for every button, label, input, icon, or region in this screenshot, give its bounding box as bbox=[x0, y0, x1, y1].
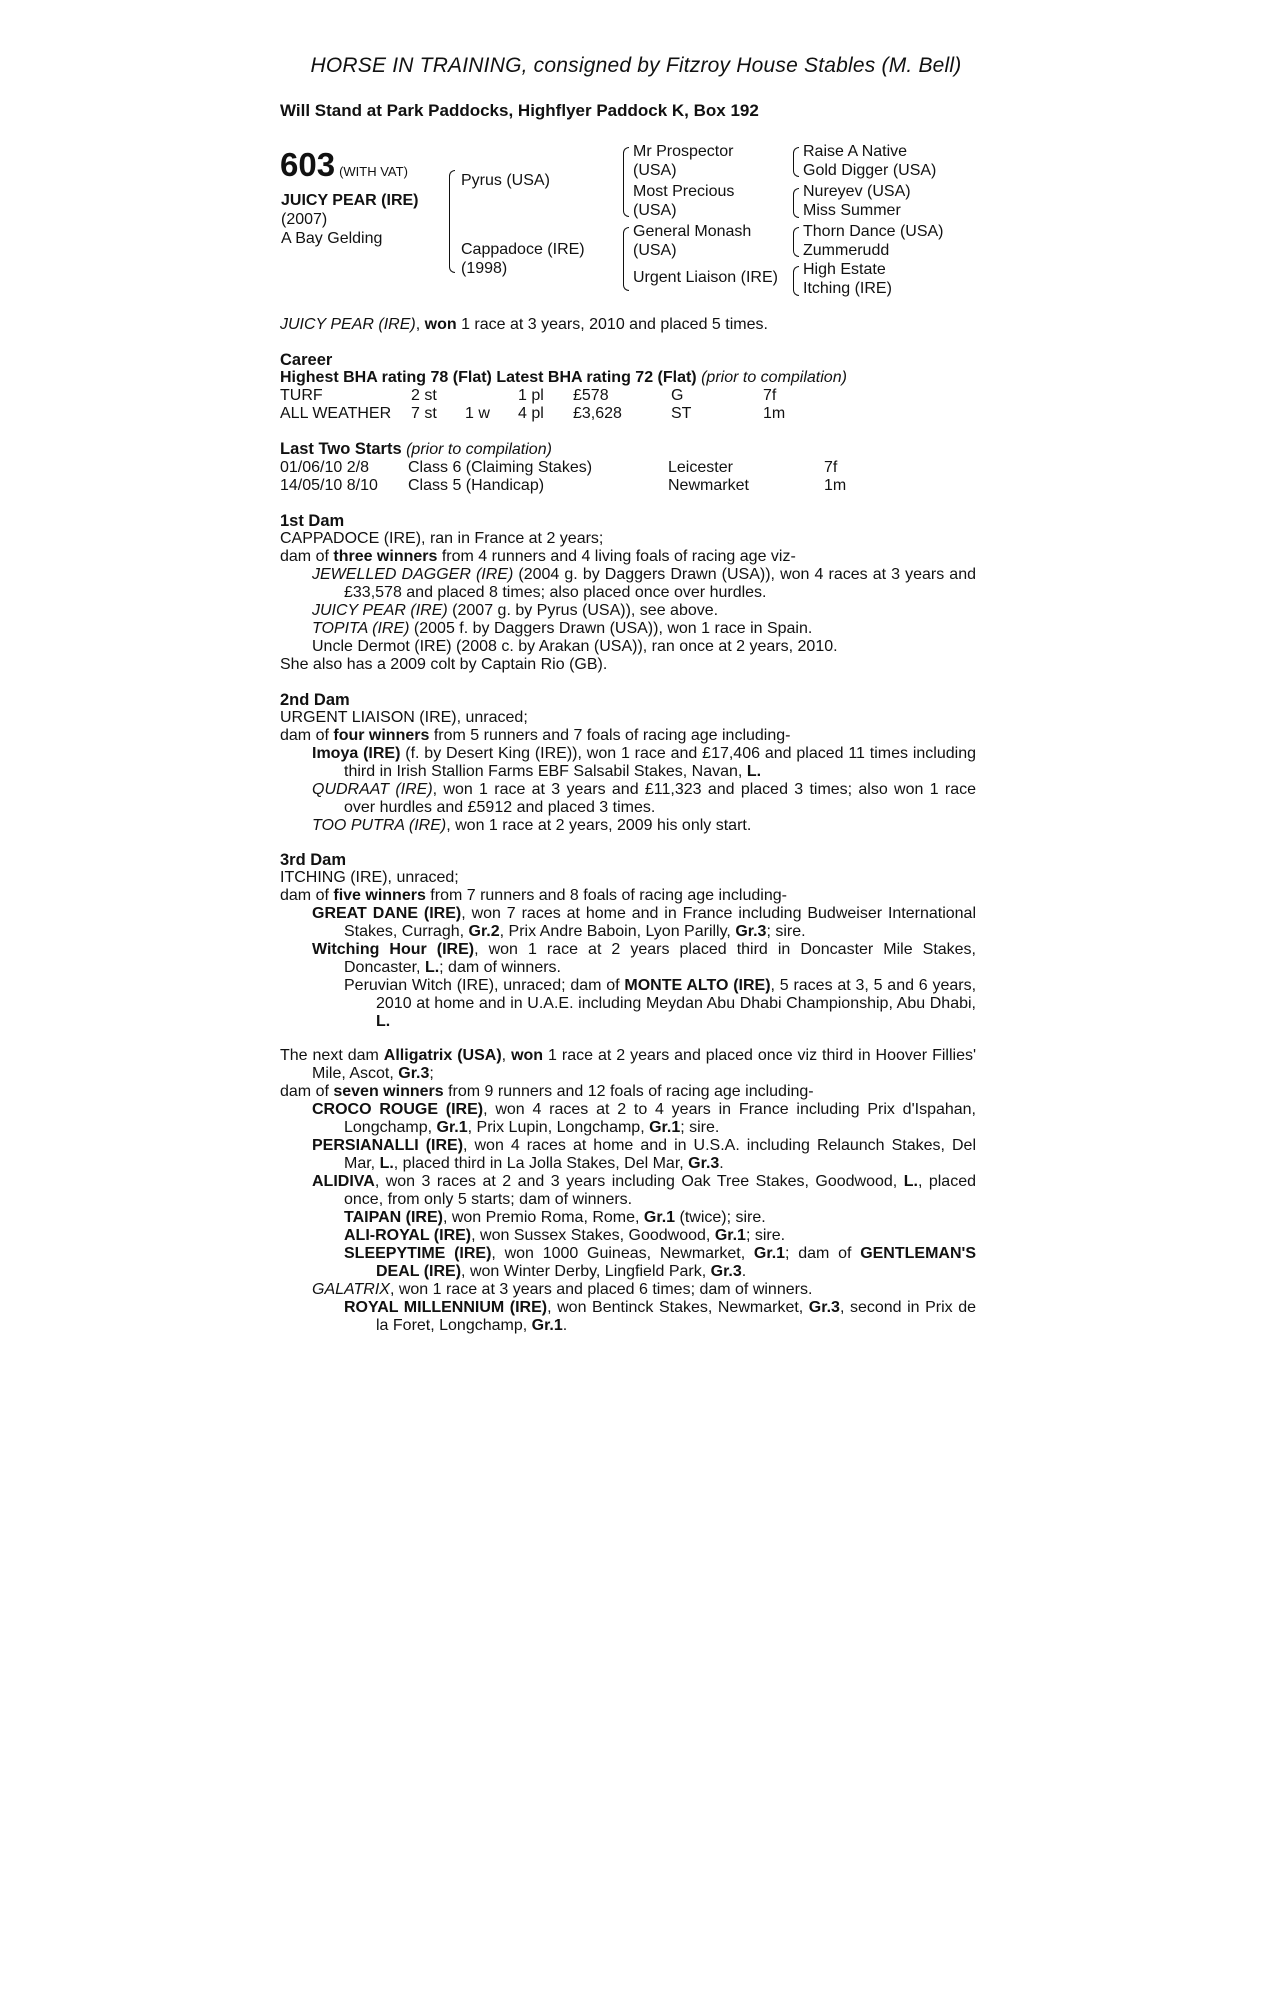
vat-note: (WITH VAT) bbox=[339, 164, 408, 179]
race-summary: JUICY PEAR (IRE), won 1 race at 3 years, 2010 and placed 5 times. bbox=[280, 316, 768, 333]
race-grade: L. bbox=[376, 1013, 391, 1030]
first-dam-line: CAPPADOCE (IRE), ran in France at 2 years; bbox=[280, 530, 604, 547]
dam-name: Cappadoce (IRE) bbox=[461, 241, 585, 258]
produce-text: ; dam of bbox=[785, 1245, 861, 1262]
sdd: Miss Summer bbox=[803, 202, 901, 219]
next-dam-won: won bbox=[511, 1047, 544, 1064]
produce-text: from 7 runners and 8 foals of racing age including- bbox=[425, 887, 787, 904]
produce-name: TAIPAN (IRE) bbox=[344, 1209, 443, 1226]
ssd: Gold Digger (USA) bbox=[803, 162, 937, 179]
first-dam-footnote: She also has a 2009 colt by Captain Rio (GB). bbox=[280, 656, 608, 673]
produce-name: QUDRAAT (IRE) bbox=[312, 781, 433, 798]
brace-sd bbox=[793, 188, 799, 218]
produce-name: PERSIANALLI (IRE) bbox=[312, 1137, 464, 1154]
summary-text: 1 race at 3 years, 2010 and placed 5 times. bbox=[456, 316, 768, 333]
dsd: Zummerudd bbox=[803, 242, 890, 259]
last-two-note: (prior to compilation) bbox=[406, 441, 552, 458]
produce-name: GENTLEMAN'S DEAL (IRE) bbox=[376, 1245, 976, 1280]
start-course: Leicester bbox=[668, 459, 733, 476]
race-grade: Gr.2 bbox=[468, 923, 500, 940]
winners-count: four winners bbox=[333, 727, 430, 744]
second-dam-section bbox=[280, 691, 976, 835]
race-grade: Gr.1 bbox=[643, 1209, 676, 1226]
produce-text: , 5 races at 3, 5 and 6 years, 2010 at home and in U.A.E. including Meydan Abu Dhabi Championship, Abu Dhabi, bbox=[376, 977, 977, 1012]
dds: High Estate bbox=[803, 261, 886, 278]
ddd: Itching (IRE) bbox=[803, 280, 892, 297]
produce-name: JUICY PEAR (IRE) bbox=[312, 602, 448, 619]
career-row bbox=[280, 387, 980, 405]
horse-year: (2007) bbox=[281, 211, 328, 228]
career-placed: 1 pl bbox=[518, 387, 544, 404]
dam-dam: Urgent Liaison (IRE) bbox=[633, 269, 778, 286]
produce-text: ; sire. bbox=[745, 1227, 786, 1244]
produce-entry bbox=[280, 941, 976, 977]
career-distance: 7f bbox=[763, 387, 777, 404]
produce-entry bbox=[280, 1137, 976, 1173]
third-dam-heading: 3rd Dam bbox=[280, 851, 347, 869]
produce-name: ALIDIVA bbox=[312, 1173, 375, 1190]
sire-line-brace bbox=[623, 147, 629, 217]
produce-name: Imoya (IRE) bbox=[312, 745, 401, 762]
produce-text: from 5 runners and 7 foals of racing age including- bbox=[429, 727, 791, 744]
produce-text: , won Bentinck Stakes, Newmarket, bbox=[547, 1299, 809, 1316]
start-row bbox=[280, 459, 980, 477]
dam-year: (1998) bbox=[461, 260, 508, 277]
third-dam-produce-line bbox=[280, 887, 976, 905]
race-grade: Gr.1 bbox=[531, 1317, 563, 1334]
career-prize: £578 bbox=[573, 387, 609, 404]
next-dam-text: 1 race at 2 years and placed once viz third in Hoover Fillies' Mile, Ascot, bbox=[312, 1047, 977, 1082]
produce-text: , Prix Andre Baboin, Lyon Parilly, bbox=[499, 923, 736, 940]
sss: Raise A Native bbox=[803, 143, 908, 160]
race-grade: Gr.3 bbox=[688, 1155, 720, 1172]
sds: Nureyev (USA) bbox=[803, 183, 911, 200]
race-grade: Gr.1 bbox=[753, 1245, 786, 1262]
start-course: Newmarket bbox=[668, 477, 749, 494]
produce-entry bbox=[280, 745, 976, 781]
winners-count: seven winners bbox=[333, 1083, 444, 1100]
summary-won: won bbox=[424, 316, 457, 333]
produce-text: , Prix Lupin, Longchamp, bbox=[467, 1119, 650, 1136]
produce-text: . bbox=[562, 1317, 568, 1334]
produce-entry bbox=[280, 1245, 976, 1281]
produce-text: , won 7 races at home and in France including Budweiser International Stakes, Curragh, bbox=[344, 905, 977, 940]
career-distance: 1m bbox=[763, 405, 786, 422]
race-grade: L. bbox=[424, 959, 440, 976]
next-dam-text: , bbox=[501, 1047, 512, 1064]
produce-entry bbox=[280, 1227, 976, 1245]
produce-entry bbox=[280, 566, 976, 602]
last-two-starts bbox=[280, 440, 980, 495]
produce-name: SLEEPYTIME (IRE) bbox=[344, 1245, 492, 1262]
race-grade: Gr.3 bbox=[808, 1299, 840, 1316]
brace-ss bbox=[793, 147, 799, 177]
race-grade: L. bbox=[379, 1155, 394, 1172]
second-dam-produce-line bbox=[280, 727, 976, 745]
produce-entry bbox=[280, 620, 976, 638]
race-grade: L. bbox=[746, 763, 762, 780]
produce-text: from 4 runners and 4 living foals of racing age viz- bbox=[437, 548, 796, 565]
produce-text: , won 1 race at 2 years placed third in Doncaster Mile Stakes, Doncaster, bbox=[344, 941, 977, 976]
next-dam-section bbox=[280, 1047, 976, 1335]
sire-sire-line1: Mr Prospector bbox=[633, 143, 734, 160]
consignment-header: HORSE IN TRAINING, consigned by Fitzroy House Stables (M. Bell) bbox=[310, 54, 962, 77]
produce-text: , won 1 race at 2 years, 2009 his only start. bbox=[446, 817, 752, 834]
dam-of: dam of bbox=[280, 727, 334, 744]
horse-description: A Bay Gelding bbox=[281, 230, 383, 247]
produce-text: , won 1 race at 3 years and £11,323 and placed 3 times; also won 1 race over hurdles and £5912 and placed 3 times. bbox=[344, 781, 977, 816]
dam-line-brace bbox=[623, 227, 629, 291]
produce-name: TOPITA (IRE) bbox=[312, 620, 410, 637]
sire-dam-line1: Most Precious bbox=[633, 183, 735, 200]
brace-ds bbox=[793, 227, 799, 257]
career-placed: 4 pl bbox=[518, 405, 544, 422]
career-rating: Highest BHA rating 78 (Flat) Latest BHA rating 72 (Flat) bbox=[280, 369, 697, 386]
dss: Thorn Dance (USA) bbox=[803, 223, 944, 240]
career-starts: 7 st bbox=[411, 405, 437, 422]
produce-text: (f. by Desert King (IRE)), won 1 race and £17,406 and placed 11 times including third in Irish Stallion Farms EBF Salsabil Stakes, Navan, bbox=[344, 745, 976, 780]
produce-entry bbox=[280, 905, 976, 941]
sire-sire-line2: (USA) bbox=[633, 162, 677, 179]
produce-entry bbox=[280, 817, 976, 835]
produce-text: (2004 g. by Daggers Drawn (USA)), won 4 races at 3 years and £33,578 and placed 8 times; also placed once over hurdles. bbox=[344, 566, 977, 601]
produce-name: GALATRIX bbox=[312, 1281, 390, 1298]
produce-text: ; sire. bbox=[766, 923, 806, 940]
produce-text: . bbox=[719, 1155, 724, 1172]
produce-entry bbox=[280, 1299, 976, 1335]
lot-number-block bbox=[280, 146, 408, 184]
career-starts: 2 st bbox=[411, 387, 437, 404]
winners-count: five winners bbox=[333, 887, 426, 904]
career-wins: 1 w bbox=[465, 405, 490, 422]
produce-text: . bbox=[741, 1263, 747, 1280]
produce-text: , won Winter Derby, Lingfield Park, bbox=[461, 1263, 711, 1280]
produce-name: CROCO ROUGE (IRE) bbox=[312, 1101, 484, 1118]
produce-text: from 9 runners and 12 foals of racing age including- bbox=[443, 1083, 814, 1100]
produce-name: ROYAL MILLENNIUM (IRE) bbox=[344, 1299, 548, 1316]
produce-text: ; sire. bbox=[680, 1119, 720, 1136]
produce-name: TOO PUTRA (IRE) bbox=[312, 817, 447, 834]
produce-text: (twice); sire. bbox=[675, 1209, 766, 1226]
career-rating-note: (prior to compilation) bbox=[701, 369, 847, 386]
produce-text: (2007 g. by Pyrus (USA)), see above. bbox=[447, 602, 719, 619]
third-dam-line: ITCHING (IRE), unraced; bbox=[280, 869, 459, 886]
produce-text: , won 4 races at 2 to 4 years in France including Prix d'Ispahan, Longchamp, bbox=[344, 1101, 977, 1136]
dam-of: dam of bbox=[280, 1083, 334, 1100]
first-dam-heading: 1st Dam bbox=[280, 512, 345, 530]
stand-location: Will Stand at Park Paddocks, Highflyer Paddock K, Box 192 bbox=[280, 101, 759, 120]
career-heading: Career bbox=[280, 351, 333, 369]
brace-dd bbox=[793, 266, 799, 296]
produce-text: , second in Prix de la Foret, Longchamp, bbox=[376, 1299, 977, 1334]
race-grade: Gr.1 bbox=[436, 1119, 468, 1136]
produce-text: , won 1000 Guineas, Newmarket, bbox=[491, 1245, 754, 1262]
third-dam-section bbox=[280, 851, 976, 1031]
dam-of: dam of bbox=[280, 548, 334, 565]
produce-entry bbox=[280, 977, 976, 1031]
career-prize: £3,628 bbox=[573, 405, 622, 422]
second-dam-line: URGENT LIAISON (IRE), unraced; bbox=[280, 709, 528, 726]
career-surface: ALL WEATHER bbox=[280, 405, 392, 422]
produce-name: Witching Hour (IRE) bbox=[312, 941, 475, 958]
horse-name: JUICY PEAR (IRE) bbox=[281, 192, 419, 209]
produce-text: ; dam of winners. bbox=[439, 959, 561, 976]
produce-text: , won 4 races at home and in U.S.A. including Relaunch Stakes, Del Mar, bbox=[344, 1137, 976, 1172]
start-row bbox=[280, 477, 980, 495]
next-dam-text: The next dam bbox=[280, 1047, 384, 1064]
sire-name: Pyrus (USA) bbox=[461, 172, 550, 189]
horse-identity bbox=[281, 191, 419, 248]
next-dam-produce-line bbox=[280, 1083, 976, 1101]
start-distance: 1m bbox=[824, 477, 847, 494]
career-section bbox=[280, 351, 980, 423]
produce-entry bbox=[280, 1209, 976, 1227]
start-date-position: 14/05/10 8/10 bbox=[280, 477, 378, 494]
first-dam-section bbox=[280, 512, 976, 674]
produce-name: MONTE ALTO (IRE) bbox=[624, 977, 771, 994]
produce-entry bbox=[280, 781, 976, 817]
lot-number: 603 bbox=[280, 146, 336, 183]
produce-entry bbox=[280, 1281, 976, 1299]
dam-of: dam of bbox=[280, 887, 334, 904]
start-date-position: 01/06/10 2/8 bbox=[280, 459, 369, 476]
produce-text: , won Sussex Stakes, Goodwood, bbox=[471, 1227, 715, 1244]
next-dam-line bbox=[280, 1047, 976, 1083]
race-grade: Gr.3 bbox=[735, 923, 767, 940]
produce-entry bbox=[280, 1173, 976, 1209]
race-grade: Gr.3 bbox=[398, 1065, 430, 1082]
career-row bbox=[280, 405, 980, 423]
start-race: Class 5 (Handicap) bbox=[408, 477, 545, 494]
race-grade: L. bbox=[903, 1173, 918, 1190]
first-dam-produce-line bbox=[280, 548, 976, 566]
race-grade: Gr.1 bbox=[714, 1227, 746, 1244]
produce-entry bbox=[280, 602, 976, 620]
sire-dam-brace bbox=[449, 170, 455, 273]
last-two-heading: Last Two Starts bbox=[280, 440, 402, 458]
produce-text: , won 3 races at 2 and 3 years including Oak Tree Stakes, Goodwood, bbox=[374, 1173, 904, 1190]
produce-name: GREAT DANE (IRE) bbox=[312, 905, 462, 922]
produce-name: JEWELLED DAGGER (IRE) bbox=[312, 566, 514, 583]
summary-horse-name: JUICY PEAR (IRE) bbox=[280, 316, 416, 333]
second-dam-heading: 2nd Dam bbox=[280, 691, 350, 709]
start-distance: 7f bbox=[824, 459, 838, 476]
produce-entry: Uncle Dermot (IRE) (2008 c. by Arakan (USA)), ran once at 2 years, 2010. bbox=[312, 638, 838, 655]
next-dam-text: ; bbox=[429, 1065, 434, 1082]
start-race: Class 6 (Claiming Stakes) bbox=[408, 459, 593, 476]
produce-name: ALI-ROYAL (IRE) bbox=[344, 1227, 472, 1244]
dam-sire-line1: General Monash bbox=[633, 223, 752, 240]
career-surface: TURF bbox=[280, 387, 323, 404]
career-going: ST bbox=[671, 405, 692, 422]
produce-text: , placed third in La Jolla Stakes, Del Mar, bbox=[393, 1155, 689, 1172]
produce-text: , won 1 race at 3 years and placed 6 times; dam of winners. bbox=[389, 1281, 813, 1298]
race-grade: Gr.3 bbox=[710, 1263, 742, 1280]
winners-count: three winners bbox=[333, 548, 438, 565]
produce-entry bbox=[280, 1101, 976, 1137]
sire-dam-line2: (USA) bbox=[633, 202, 677, 219]
produce-text: , placed once, from only 5 starts; dam of winners. bbox=[344, 1173, 976, 1208]
produce-text: Peruvian Witch (IRE), unraced; dam of bbox=[344, 977, 625, 994]
next-dam-name: Alligatrix (USA) bbox=[383, 1047, 502, 1064]
produce-text: , won Premio Roma, Rome, bbox=[442, 1209, 644, 1226]
produce-text: (2005 f. by Daggers Drawn (USA)), won 1 race in Spain. bbox=[409, 620, 813, 637]
dam-sire-line2: (USA) bbox=[633, 242, 677, 259]
race-grade: Gr.1 bbox=[649, 1119, 681, 1136]
career-going: G bbox=[671, 387, 684, 404]
